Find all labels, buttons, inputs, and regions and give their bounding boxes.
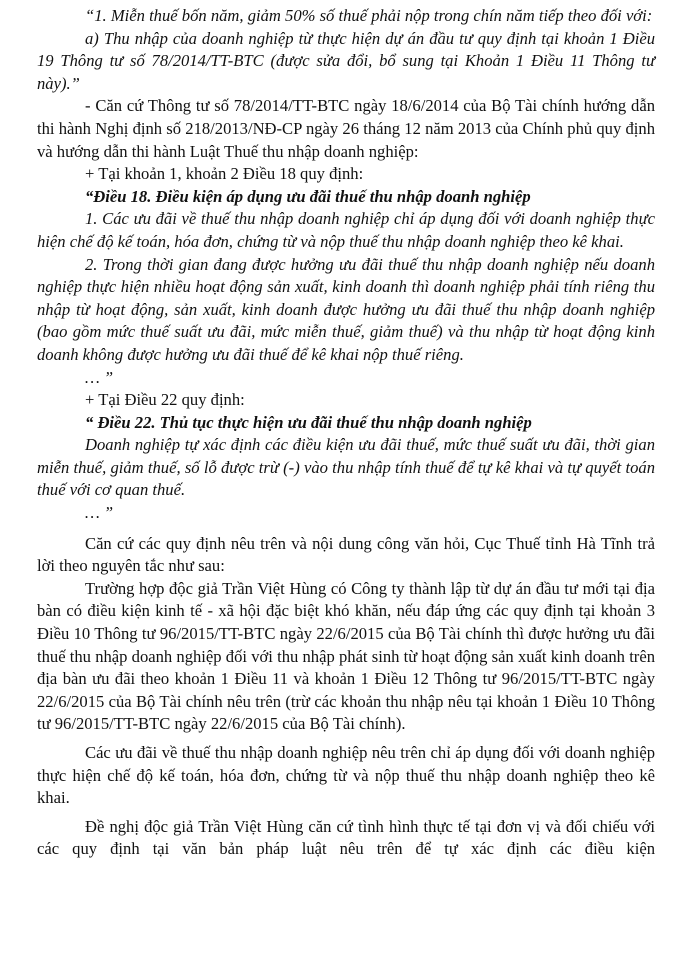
quote-item-1: “1. Miễn thuế bốn năm, giảm 50% số thuế phải nộp trong chín năm tiếp theo đối với: [85, 6, 653, 25]
ellipsis-quote-end: … ” [85, 367, 114, 387]
response-body: Trường hợp độc giả Trần Việt Hùng có Công ty thành lập từ dự án đầu tư mới tại địa bàn có điều kiện kinh tế - xã hội đặc biệt khó khăn, nếu đáp ứng các quy định tại khoản 3 Điều 10 Thông tư 96/2015/TT-BTC ngày 22/6/2015 của Bộ Tài chính thì được hưởng ưu đãi thuế thu nhập doanh nghiệp đối với thu nhập phát sinh từ hoạt động sản xuất kinh doanh trên địa bàn ưu đãi theo khoản 1 Điều 11 và khoản 1 Điều 12 Thông tư 96/2015/TT-BTC ngày 22/6/2015 của Bộ Tài chính nêu trên (trừ các khoản thu nhập nêu tại khoản 1 Điều 10 Thông tư 96/2015/TT-BTC ngày 22/6/2015 của Bộ Tài chính). [37, 578, 655, 734]
ellipsis-quote-end: … ” [85, 503, 114, 523]
article-18-clause-2: 2. Trong thời gian đang được hưởng ưu đãi thuế thu nhập doanh nghiệp nếu doanh nghiệp thực hiện nhiều hoạt động sản xuất, kinh doanh thì doanh nghiệp phải tính riêng thu nhập từ hoạt động, sản xuất, kinh doanh được hưởng ưu đãi thuế thu nhập doanh nghiệp (bao gồm mức thuế suất ưu đãi, mức miễn thuế, giảm thuế) và thu nhập từ hoạt động kinh doanh không được hưởng ưu đãi thuế để kê khai nộp thuế riêng. [37, 254, 655, 364]
article-22-heading: “ Điều 22. Thủ tục thực hiện ưu đãi thuế thu nhập doanh nghiệp [85, 412, 532, 432]
quote-item-a: a) Thu nhập của doanh nghiệp từ thực hiện dự án đầu tư quy định tại khoản 1 Điều 19 Thông tư số 78/2014/TT-BTC (được sửa đổi, bổ sung tại Khoản 1 Điều 11 Thông tư này).” [37, 28, 655, 93]
clause-reference-article-18: + Tại khoản 1, khoản 2 Điều 18 quy định: [85, 164, 364, 184]
article-18-clause-1: 1. Các ưu đãi về thuế thu nhập doanh nghiệp chỉ áp dụng đối với doanh nghiệp thực hiện chế độ kế toán, hóa đơn, chứng từ và nộp thuế thu nhập doanh nghiệp theo kê khai. [37, 209, 655, 251]
response-note: Các ưu đãi về thuế thu nhập doanh nghiệp nêu trên chỉ áp dụng đối với doanh nghiệp thực hiện chế độ kế toán, hóa đơn, chứng từ và nộp thuế thu nhập doanh nghiệp theo kê khai. [37, 743, 655, 808]
response-intro: Căn cứ các quy định nêu trên và nội dung công văn hỏi, Cục Thuế tỉnh Hà Tĩnh trả lời theo nguyên tắc như sau: [37, 533, 655, 576]
legal-basis-circular-78: - Căn cứ Thông tư số 78/2014/TT-BTC ngày 18/6/2014 của Bộ Tài chính hướng dẫn thi hành Nghị định số 218/2013/NĐ-CP ngày 26 tháng 12 năm 2013 của Chính phủ quy định và hướng dẫn thi hành Luật Thuế thu nhập doanh nghiệp: [37, 96, 655, 161]
response-request: Đề nghị độc giả Trần Việt Hùng căn cứ tình hình thực tế tại đơn vị và đối chiếu với các quy định tại văn bản pháp luật nêu trên để tự xác định các điều kiện [37, 816, 655, 859]
article-18-heading: “Điều 18. Điều kiện áp dụng ưu đãi thuế thu nhập doanh nghiệp [85, 186, 531, 206]
article-22-body: Doanh nghiệp tự xác định các điều kiện ưu đãi thuế, mức thuế suất ưu đãi, thời gian miễn thuế, giảm thuế, số lỗ được trừ (-) vào thu nhập tính thuế để tự kê khai và tự quyết toán thuế với cơ quan thuế. [37, 435, 655, 500]
clause-reference-article-22: + Tại Điều 22 quy định: [85, 390, 245, 410]
